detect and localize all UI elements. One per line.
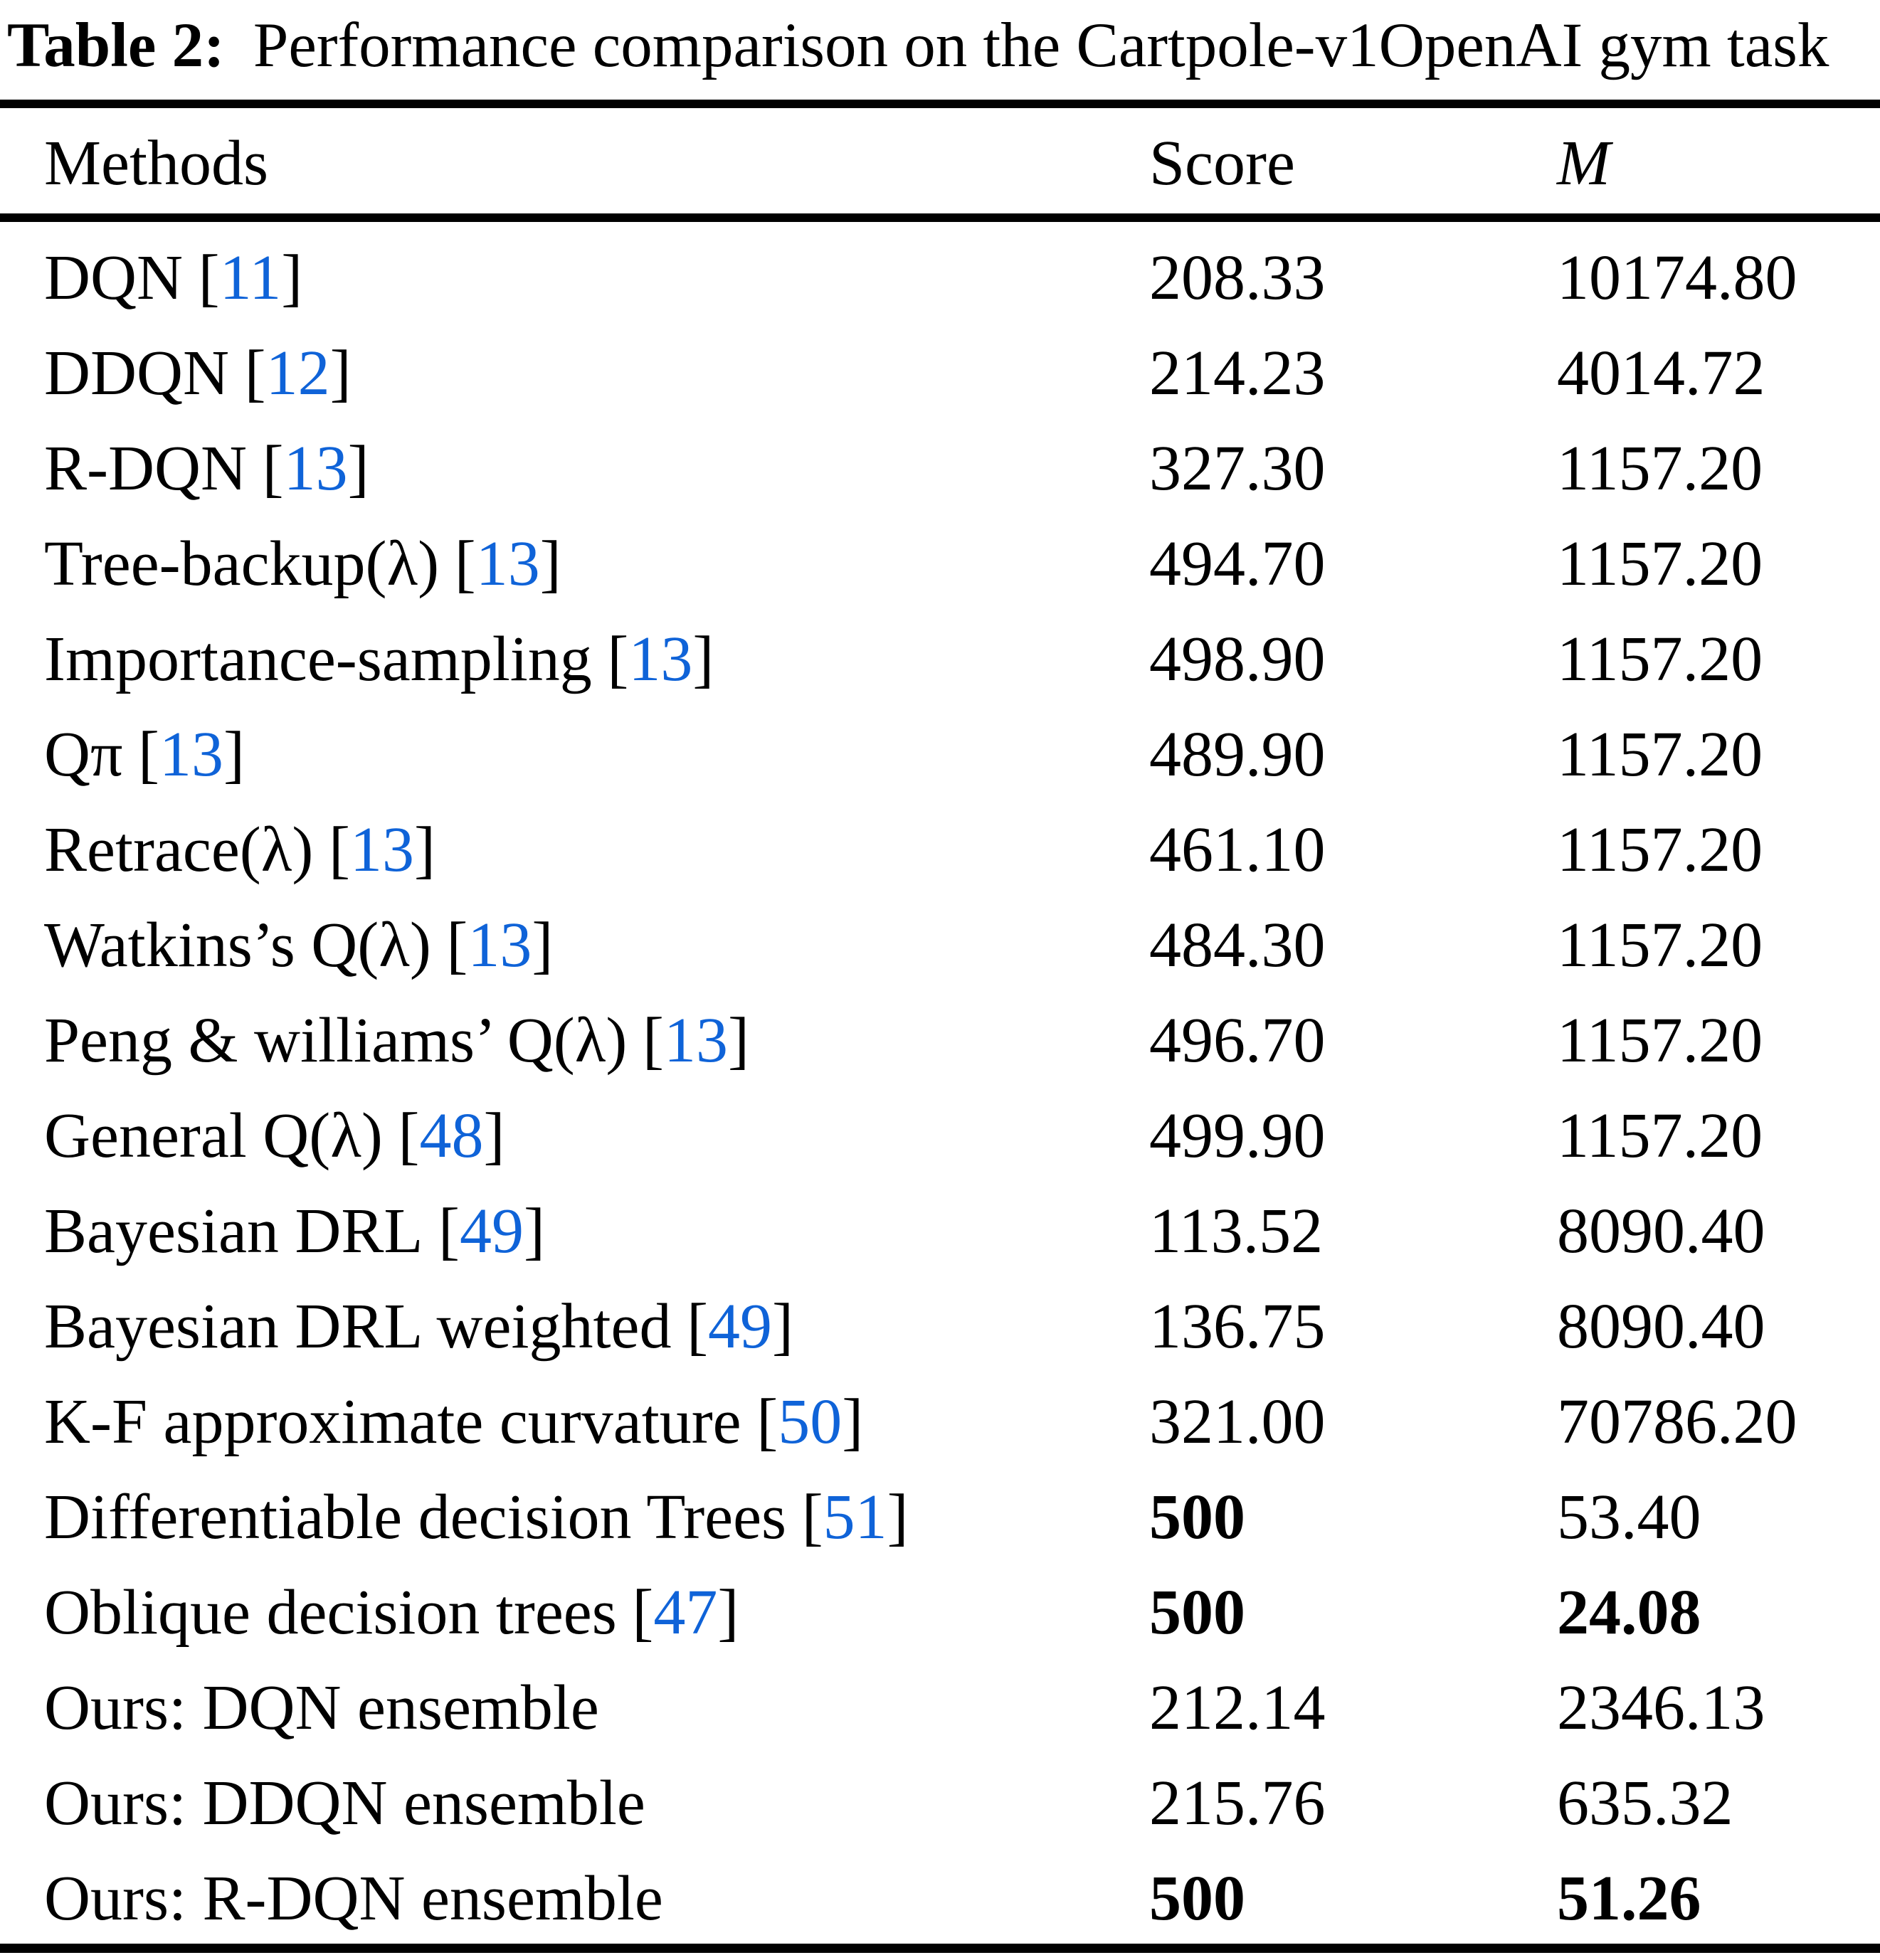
m-value: 1157.20: [1557, 909, 1763, 980]
citation-link[interactable]: 11: [219, 242, 282, 313]
citation-link[interactable]: 49: [708, 1291, 773, 1362]
score-value: 208.33: [1149, 242, 1326, 313]
citation-bracket-open: [: [446, 909, 468, 980]
method-cell: [44, 992, 749, 1088]
score-cell: [1149, 706, 1326, 802]
citation-link[interactable]: 13: [475, 528, 540, 599]
m-cell: [1557, 992, 1763, 1088]
table-row: [0, 897, 1880, 992]
method-name: Tree-backup(λ): [44, 528, 440, 599]
citation-bracket-open: [: [438, 1195, 460, 1266]
citation-link[interactable]: 51: [823, 1481, 887, 1552]
method-cell: [44, 802, 435, 897]
column-header-m: M: [1557, 127, 1610, 198]
column-header-methods: Methods: [44, 127, 268, 198]
score-value: 215.76: [1149, 1767, 1326, 1838]
score-value: 499.90: [1149, 1100, 1326, 1171]
table-row: [0, 1564, 1880, 1660]
score-value: 489.90: [1149, 719, 1326, 790]
m-cell: [1557, 1088, 1763, 1183]
score-cell: [1149, 992, 1326, 1088]
citation-bracket-close: ]: [727, 1005, 749, 1076]
method-name: K-F approximate curvature: [44, 1386, 741, 1457]
method-name: Ours: DDQN ensemble: [44, 1767, 645, 1838]
m-cell: [1557, 1564, 1701, 1660]
m-value: 8090.40: [1557, 1291, 1765, 1362]
citation-link[interactable]: 48: [419, 1100, 484, 1171]
m-value: 1157.20: [1557, 1100, 1763, 1171]
citation-bracket-close: ]: [483, 1100, 505, 1171]
score-cell: [1149, 1660, 1326, 1755]
citation-link[interactable]: 13: [159, 719, 224, 790]
method-cell: [44, 1755, 645, 1850]
citation-bracket-open: [: [607, 623, 629, 694]
method-cell: [44, 1374, 863, 1469]
m-value: 24.08: [1557, 1577, 1701, 1648]
score-value: 500: [1149, 1481, 1245, 1552]
method-name: Ours: DQN ensemble: [44, 1672, 599, 1743]
m-value: 635.32: [1557, 1767, 1733, 1838]
m-value: 4014.72: [1557, 337, 1765, 408]
method-cell: [44, 1564, 739, 1660]
citation-bracket-close: ]: [772, 1291, 794, 1362]
method-name: Bayesian DRL: [44, 1195, 423, 1266]
citation-bracket-open: [: [198, 242, 220, 313]
score-value: 327.30: [1149, 433, 1326, 504]
citation-link[interactable]: 13: [283, 433, 348, 504]
score-cell: [1149, 420, 1326, 516]
table-row: [0, 230, 1880, 325]
method-cell: [44, 1278, 793, 1374]
m-value: 2346.13: [1557, 1672, 1765, 1743]
m-value: 8090.40: [1557, 1195, 1765, 1266]
table-caption-text: Performance comparison on the Cartpole-v1OpenAI gym task: [253, 11, 1829, 80]
column-header-score: Score: [1149, 127, 1295, 198]
citation-bracket-close: ]: [523, 1195, 545, 1266]
method-cell: [44, 1469, 909, 1564]
method-cell: [44, 611, 714, 706]
table-row: [0, 1183, 1880, 1278]
method-name: DQN: [44, 242, 183, 313]
citation-bracket-open: [: [138, 719, 160, 790]
table-row: [0, 1660, 1880, 1755]
method-name: Ours: R-DQN ensemble: [44, 1863, 663, 1934]
citation-bracket-close: ]: [539, 528, 561, 599]
method-cell: [44, 1088, 505, 1183]
table-header-row: [0, 114, 1880, 212]
m-value: 1157.20: [1557, 719, 1763, 790]
citation-bracket-open: [: [398, 1100, 420, 1171]
citation-link[interactable]: 49: [459, 1195, 524, 1266]
citation-bracket-open: [: [801, 1481, 823, 1552]
method-name: General Q(λ): [44, 1100, 383, 1171]
m-cell: [1557, 420, 1763, 516]
m-cell: [1557, 1183, 1765, 1278]
score-cell: [1149, 230, 1326, 325]
score-value: 212.14: [1149, 1672, 1326, 1743]
score-value: 500: [1149, 1577, 1245, 1648]
m-value: 1157.20: [1557, 433, 1763, 504]
method-cell: [44, 230, 302, 325]
m-cell: [1557, 802, 1763, 897]
m-cell: [1557, 611, 1763, 706]
score-cell: [1149, 516, 1326, 611]
m-value: 70786.20: [1557, 1386, 1797, 1457]
score-value: 136.75: [1149, 1291, 1326, 1362]
score-cell: [1149, 325, 1326, 420]
m-cell: [1557, 1469, 1701, 1564]
m-cell: [1557, 230, 1797, 325]
table-row: [0, 1278, 1880, 1374]
method-cell: [44, 706, 245, 802]
mid-rule: [0, 213, 1880, 222]
m-cell: [1557, 706, 1763, 802]
citation-bracket-close: ]: [413, 814, 435, 885]
citation-link[interactable]: 13: [628, 623, 693, 694]
method-name: Importance-sampling: [44, 623, 592, 694]
citation-bracket-open: [: [328, 814, 350, 885]
citation-bracket-open: [: [632, 1577, 654, 1648]
table-caption-label: Table 2:: [7, 11, 225, 80]
score-value: 498.90: [1149, 623, 1326, 694]
table-row: [0, 1088, 1880, 1183]
score-cell: [1149, 1850, 1245, 1946]
score-value: 496.70: [1149, 1005, 1326, 1076]
score-value: 484.30: [1149, 909, 1326, 980]
score-cell: [1149, 1564, 1245, 1660]
score-cell: [1149, 1088, 1326, 1183]
method-name: Differentiable decision Trees: [44, 1481, 787, 1552]
m-cell: [1557, 1755, 1733, 1850]
method-name: Qπ: [44, 719, 123, 790]
citation-bracket-open: [: [687, 1291, 709, 1362]
m-value: 1157.20: [1557, 1005, 1763, 1076]
m-cell: [1557, 1660, 1765, 1755]
citation-bracket-close: ]: [717, 1577, 739, 1648]
score-cell: [1149, 1469, 1245, 1564]
citation-bracket-open: [: [756, 1386, 778, 1457]
method-cell: [44, 325, 352, 420]
score-cell: [1149, 897, 1326, 992]
m-cell: [1557, 897, 1763, 992]
citation-link[interactable]: 50: [778, 1386, 843, 1457]
citation-link[interactable]: 12: [265, 337, 330, 408]
method-cell: [44, 1183, 545, 1278]
citation-bracket-open: [: [244, 337, 266, 408]
method-name: DDQN: [44, 337, 229, 408]
method-name: Bayesian DRL weighted: [44, 1291, 672, 1362]
citation-bracket-close: ]: [532, 909, 554, 980]
method-name: Watkins’s Q(λ): [44, 909, 431, 980]
score-value: 214.23: [1149, 337, 1326, 408]
table-row: [0, 992, 1880, 1088]
m-cell: [1557, 516, 1763, 611]
citation-link[interactable]: 13: [349, 814, 414, 885]
method-cell: [44, 1850, 663, 1946]
method-cell: [44, 516, 561, 611]
table-row: [0, 1755, 1880, 1850]
score-value: 494.70: [1149, 528, 1326, 599]
citation-bracket-close: ]: [347, 433, 369, 504]
bottom-rule: [0, 1944, 1880, 1953]
method-name: R-DQN: [44, 433, 247, 504]
m-value: 51.26: [1557, 1863, 1701, 1934]
citation-bracket-close: ]: [887, 1481, 909, 1552]
m-value: 1157.20: [1557, 623, 1763, 694]
method-cell: [44, 1660, 599, 1755]
method-name: Peng & williams’ Q(λ): [44, 1005, 628, 1076]
score-cell: [1149, 1183, 1323, 1278]
citation-bracket-open: [: [262, 433, 284, 504]
table-row: [0, 706, 1880, 802]
citation-bracket-close: ]: [281, 242, 303, 313]
m-value: 53.40: [1557, 1481, 1701, 1552]
citation-bracket-open: [: [454, 528, 476, 599]
table-caption: [7, 3, 1829, 88]
citation-bracket-close: ]: [329, 337, 352, 408]
score-value: 500: [1149, 1863, 1245, 1934]
table-row: [0, 611, 1880, 706]
method-cell: [44, 420, 369, 516]
table-row: [0, 1469, 1880, 1564]
table-row: [0, 420, 1880, 516]
m-cell: [1557, 325, 1765, 420]
citation-link[interactable]: 47: [653, 1577, 718, 1648]
table-row: [0, 802, 1880, 897]
score-value: 113.52: [1149, 1195, 1324, 1266]
score-cell: [1149, 802, 1326, 897]
table-row: [0, 325, 1880, 420]
method-cell: [44, 897, 553, 992]
citation-bracket-close: ]: [842, 1386, 864, 1457]
citation-bracket-close: ]: [692, 623, 714, 694]
citation-link[interactable]: 13: [663, 1005, 728, 1076]
citation-bracket-open: [: [642, 1005, 664, 1076]
score-value: 321.00: [1149, 1386, 1326, 1457]
m-cell: [1557, 1374, 1797, 1469]
m-value: 1157.20: [1557, 814, 1763, 885]
m-value: 1157.20: [1557, 528, 1763, 599]
table-row: [0, 516, 1880, 611]
top-rule: [0, 100, 1880, 108]
score-cell: [1149, 1374, 1326, 1469]
score-cell: [1149, 1278, 1326, 1374]
score-cell: [1149, 611, 1326, 706]
score-cell: [1149, 1755, 1326, 1850]
citation-bracket-close: ]: [223, 719, 245, 790]
citation-link[interactable]: 13: [468, 909, 532, 980]
method-name: Retrace(λ): [44, 814, 314, 885]
table-row: [0, 1374, 1880, 1469]
method-name: Oblique decision trees: [44, 1577, 617, 1648]
table-row: [0, 1850, 1880, 1946]
m-cell: [1557, 1278, 1765, 1374]
m-cell: [1557, 1850, 1701, 1946]
score-value: 461.10: [1149, 814, 1326, 885]
m-value: 10174.80: [1557, 242, 1797, 313]
